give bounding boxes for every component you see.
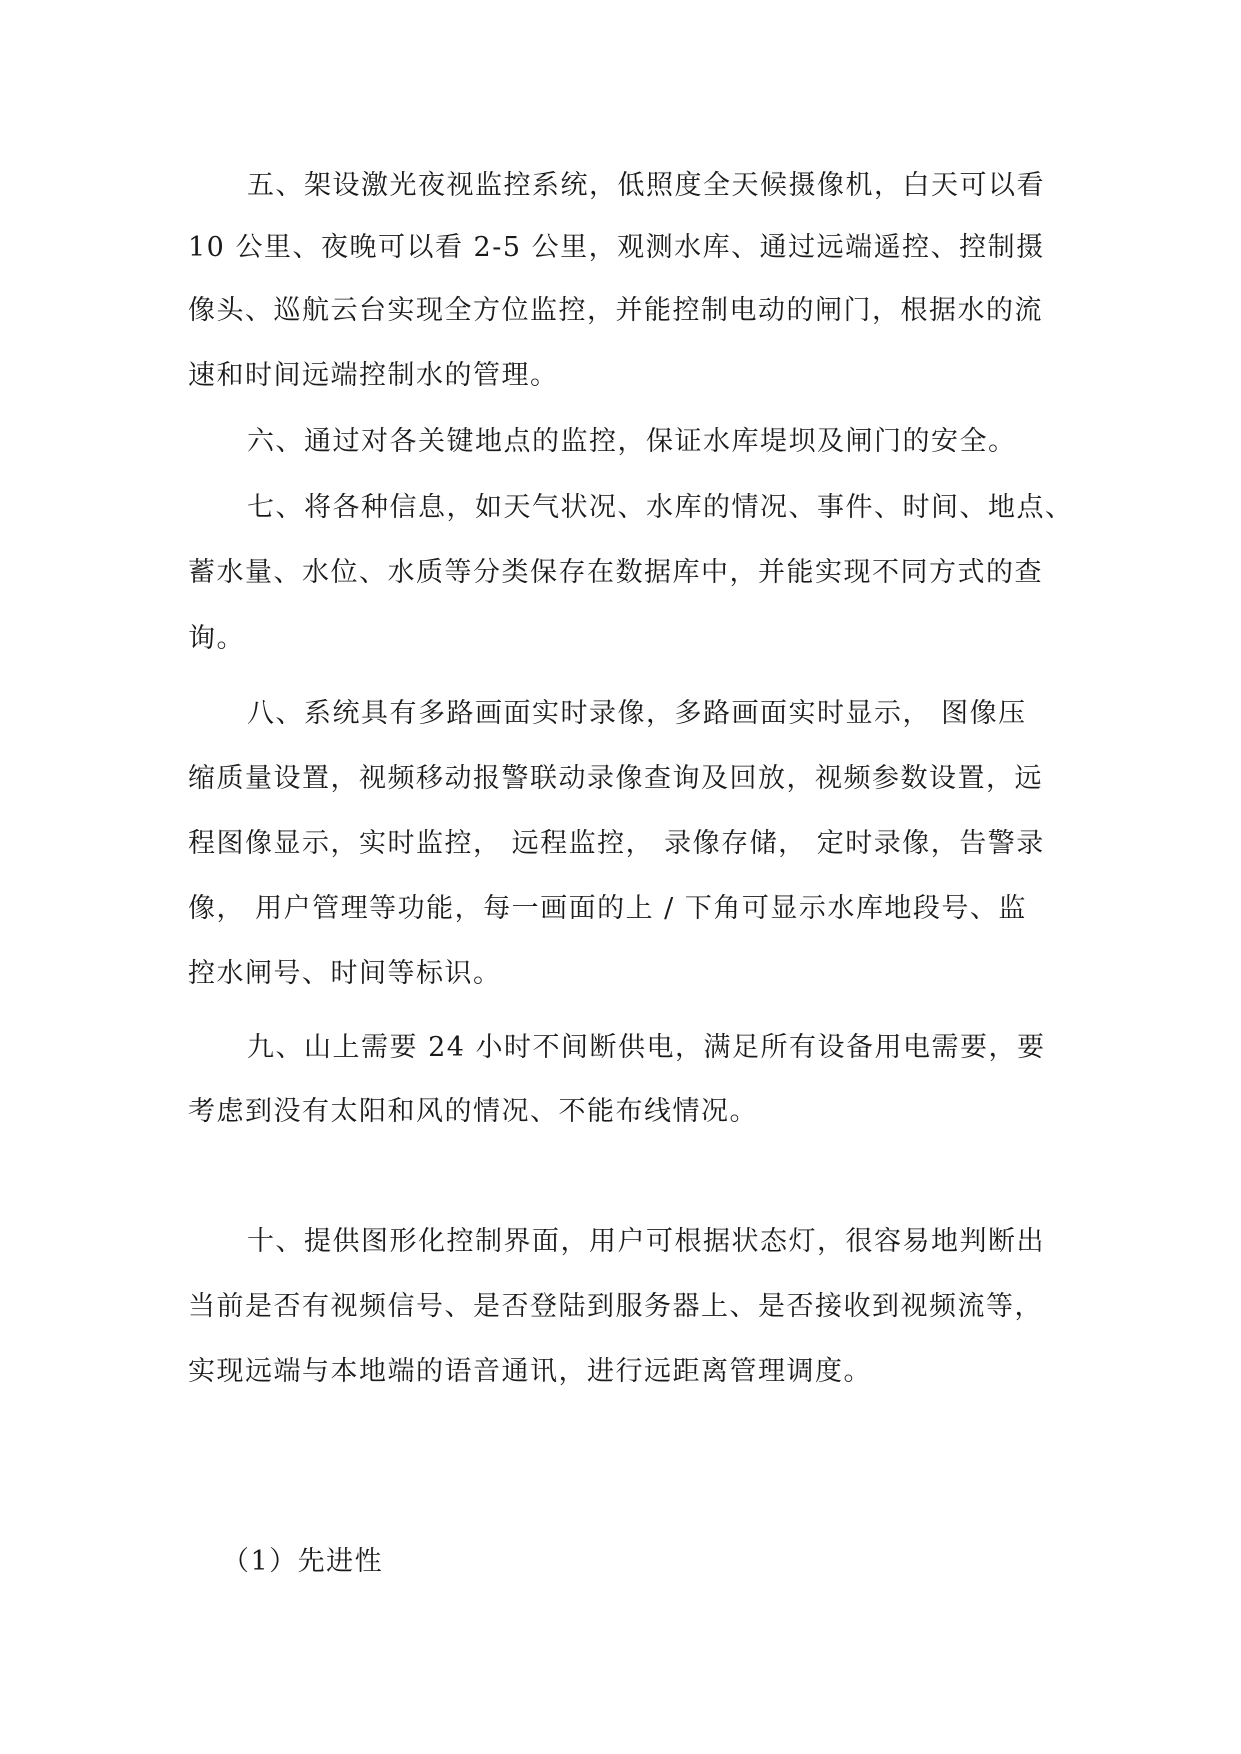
paragraph-9-line-2: 考虑到没有太阳和风的情况、不能布线情况。	[188, 1096, 758, 1127]
section-heading-advancement: （1）先进性	[222, 1546, 384, 1577]
paragraph-10-line-1: 十、提供图形化控制界面，用户可根据状态灯，很容易地判断出	[247, 1226, 1045, 1257]
paragraph-5-line-4: 速和时间远端控制水的管理。	[188, 360, 559, 391]
paragraph-7-line-1: 七、将各种信息，如天气状况、水库的情况、事件、时间、地点、	[247, 492, 1074, 523]
paragraph-10-line-2: 当前是否有视频信号、是否登陆到服务器上、是否接收到视频流等，	[188, 1291, 1043, 1322]
paragraph-6-line-1: 六、通过对各关键地点的监控，保证水库堤坝及闸门的安全。	[247, 426, 1017, 457]
paragraph-5-line-2: 10 公里、夜晚可以看 2-5 公里，观测水库、通过远端遥控、控制摄	[188, 232, 1045, 263]
paragraph-8-line-5: 控水闸号、时间等标识。	[188, 958, 502, 989]
paragraph-10-line-3: 实现远端与本地端的语音通讯，进行远距离管理调度。	[188, 1356, 872, 1387]
paragraph-8-line-1: 八、系统具有多路画面实时录像，多路画面实时显示， 图像压	[247, 698, 1027, 729]
paragraph-7-line-3: 询。	[188, 623, 245, 654]
paragraph-8-line-3: 程图像显示，实时监控， 远程监控， 录像存储， 定时录像，告警录	[188, 828, 1045, 859]
paragraph-8-line-4: 像， 用户管理等功能，每一画面的上 / 下角可显示水库地段号、监	[188, 893, 1027, 924]
paragraph-9-line-1: 九、山上需要 24 小时不间断供电，满足所有设备用电需要，要	[247, 1032, 1046, 1063]
paragraph-5-line-3: 像头、巡航云台实现全方位监控，并能控制电动的闸门，根据水的流	[188, 295, 1043, 326]
paragraph-8-line-2: 缩质量设置，视频移动报警联动录像查询及回放，视频参数设置，远	[188, 763, 1043, 794]
paragraph-5-line-1: 五、架设激光夜视监控系统，低照度全天候摄像机，白天可以看	[247, 170, 1045, 201]
paragraph-7-line-2: 蓄水量、水位、水质等分类保存在数据库中，并能实现不同方式的查	[188, 557, 1043, 588]
